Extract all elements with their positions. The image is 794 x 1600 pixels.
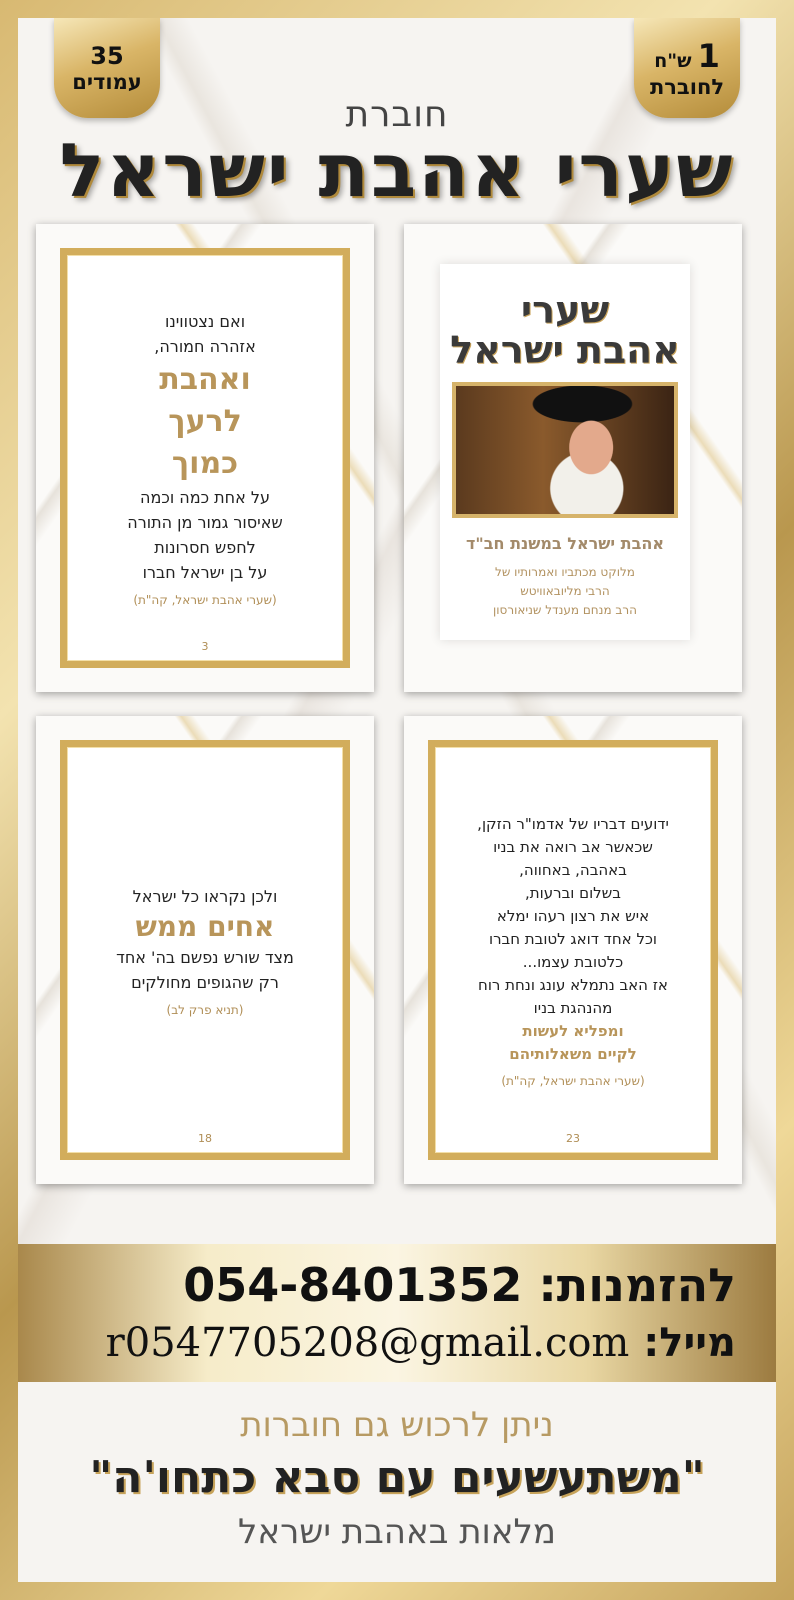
credit-line2: הרבי מליובאוויטש: [520, 584, 610, 598]
phone-number[interactable]: 054-8401352: [183, 1258, 523, 1312]
cover-title-line1: שערי: [520, 288, 610, 332]
p3-gold3: כמוך: [171, 446, 239, 481]
footer-line1: ניתן לרכוש גם חוברות: [240, 1405, 554, 1445]
p3-line6: על בן ישראל חברו: [142, 563, 268, 582]
credit-line1: מלוקט מכתביו ואמרותיו של: [495, 565, 635, 579]
p18-gold1: אחים ממש: [135, 909, 275, 943]
cover-credits: [440, 563, 690, 620]
cover-subtitle: אהבת ישראל במשנת חב"ד: [466, 534, 664, 553]
p23-line6: וכל אחד דואג לטובת חברו: [489, 929, 658, 948]
p23-line4: בשלום וברעות,: [525, 883, 621, 902]
footer-line2: "משתעשעים עם סבא כתחו'ה": [89, 1452, 705, 1503]
p18-source: (תניא פרק לב): [166, 1002, 244, 1017]
order-phone: [183, 1258, 736, 1312]
mail-label: מייל:: [643, 1320, 736, 1366]
p3-line2: אזהרה חמורה,: [154, 337, 256, 356]
price-label: לחוברת: [649, 75, 725, 99]
p23-page-number: 23: [566, 1132, 580, 1145]
contact-band: [18, 1244, 776, 1382]
cover-page-card: [404, 224, 742, 692]
page-3-frame: [60, 248, 350, 668]
header-subtitle: חוברת: [345, 94, 449, 135]
cover-title: [440, 290, 690, 370]
price-row: [654, 37, 720, 75]
price-currency: ש"ח: [654, 50, 692, 72]
pages-count: 35: [90, 42, 124, 70]
p3-line1: ואם נצטווינו: [164, 312, 246, 331]
p18-page-number: 18: [198, 1132, 212, 1145]
credit-line3: הרב מנחם מענדל שניאורסון: [493, 603, 637, 617]
order-label: להזמנות:: [538, 1258, 736, 1312]
page-title: שערי אהבת ישראל: [59, 128, 735, 214]
p23-line3: באהבה, באחווה,: [519, 860, 627, 879]
p18-line2: מצד שורש נפשם בה' אחד: [116, 947, 294, 967]
order-mail: [106, 1320, 736, 1366]
p3-line4: שאיסור גמור מן התורה: [127, 513, 283, 532]
p23-line1: ידועים דבריו של אדמו"ר הזקן,: [477, 814, 669, 833]
p18-line3: רק שהגופים מחולקים: [131, 972, 279, 992]
p3-line5: לחפש חסרונות: [154, 538, 256, 557]
price-number: 1: [697, 37, 720, 75]
footer: [18, 1402, 776, 1556]
p3-line3: על אחת כמה וכמה: [140, 488, 270, 507]
p23-gold1: ומפליא לעשות: [522, 1021, 624, 1040]
cover-title-line2: אהבת ישראל: [450, 328, 680, 372]
page-23-frame: [428, 740, 718, 1160]
page-3-card: [36, 224, 374, 692]
p23-line9: מהנהגת בניו: [533, 998, 613, 1017]
page-18-frame: [60, 740, 350, 1160]
p23-line7: כלטובת עצמו...: [522, 952, 624, 971]
rabbi-portrait-image: [452, 382, 678, 518]
p3-gold2: לרעך: [168, 404, 242, 439]
p3-source: (שערי אהבת ישראל, קה"ת): [133, 593, 277, 607]
cover-page: [440, 264, 690, 640]
p23-line5: איש את רצון רעהו ימלא: [496, 906, 650, 925]
pages-label: עמודים: [72, 70, 142, 94]
p23-line2: שכאשר אב רואה את בניו: [493, 837, 653, 856]
email-address[interactable]: r0547705208@gmail.com: [105, 1320, 630, 1366]
footer-line3: מלאות באהבת ישראל: [238, 1512, 556, 1552]
p3-gold1: ואהבת: [159, 362, 251, 397]
poster: [18, 18, 776, 1582]
p23-source: (שערי אהבת ישראל, קה"ת): [501, 1073, 645, 1088]
p23-gold2: לקיים משאלותיהם: [509, 1044, 637, 1063]
p18-line1: ולכן נקראו כל ישראל: [132, 886, 278, 906]
page-18-card: [36, 716, 374, 1184]
p23-line8: אז האב נתמלא עונג ונחת רוח: [478, 975, 668, 994]
page-23-card: [404, 716, 742, 1184]
p3-page-number: 3: [201, 640, 209, 653]
